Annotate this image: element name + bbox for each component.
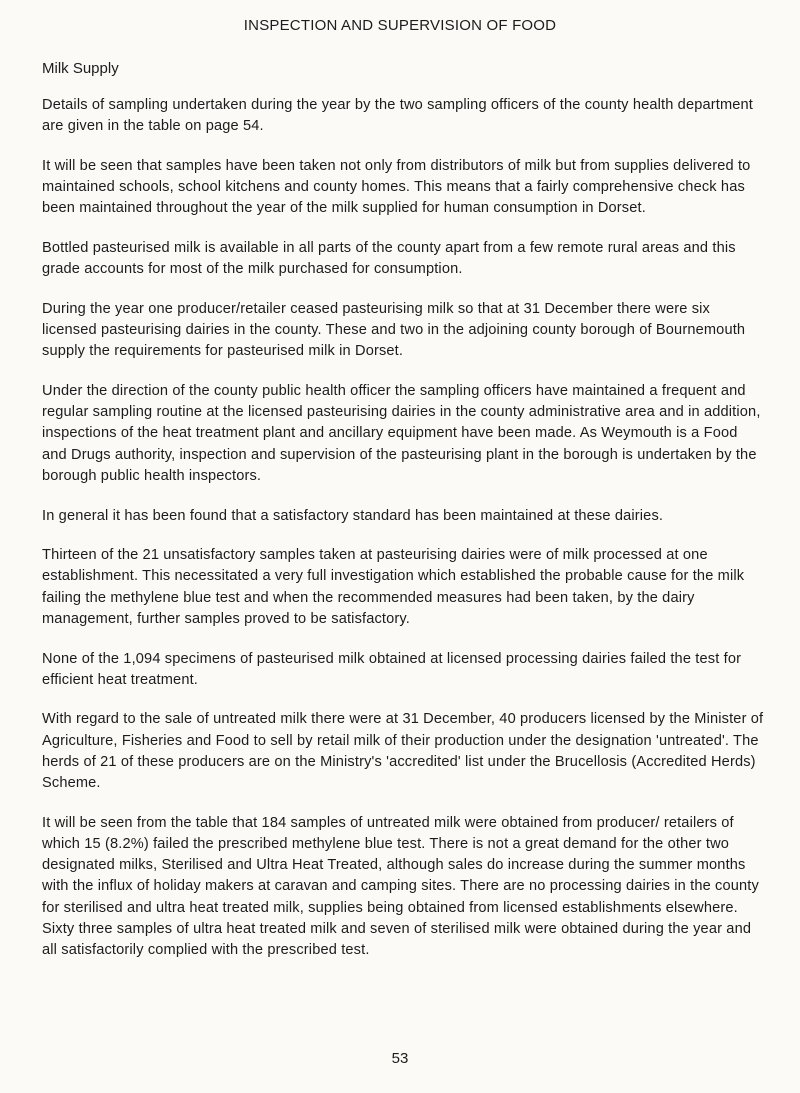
paragraph-7: Thirteen of the 21 unsatisfactory samples taken at pasteurising dairies were of milk processed at one establishment. This necessitated a very full investigation which established the probable cause for the milk failing the methylene blue test and when the recommended measures had been taken, by the dairy management, further samples proved to be satisfactory.	[42, 547, 745, 627]
paragraph-4: During the year one producer/retailer ceased pasteurising milk so that at 31 December there were six licensed pasteurising dairies in the county. These and two in the adjoining county borough of Bournemouth supply the requirements for pasteurised milk in Dorset.	[42, 300, 746, 360]
paragraph-10: It will be seen from the table that 184 samples of untreated milk were obtained from producer/ retailers of which 15 (8.2%) failed the prescribed methylene blue test. There is not a great demand for the other two designated milks, Sterilised and Ultra Heat Treated, although sales do increase during the summer months with the influx of holiday makers at caravan and camping sites. There are no processing dairies in the county for sterilised and ultra heat treated milk, supplies being obtained from licensed establishments elsewhere. Sixty three samples of ultra heat treated milk and seven of sterilised milk were obtained during the year and all satisfactorily complied with the prescribed test.	[42, 814, 759, 958]
paragraph-2: It will be seen that samples have been taken not only from distributors of milk but from supplies delivered to maintained schools, school kitchens and county homes. This means that a fairly comprehensive check has been maintained throughout the year of the milk supplied for human consumption in Dorset.	[42, 157, 751, 217]
paragraph-3: Bottled pasteurised milk is available in all parts of the county apart from a few remote rural areas and this grade accounts for most of the milk purchased for consumption.	[42, 240, 736, 278]
section-title: Milk Supply	[42, 60, 119, 77]
document-body	[42, 95, 764, 980]
paragraph-6: In general it has been found that a satisfactory standard has been maintained at these dairies.	[42, 507, 664, 524]
paragraph-5: Under the direction of the county public health officer the sampling officers have maintained a frequent and regular sampling routine at the licensed pasteurising dairies in the county administrative area and in addition, inspections of the heat treatment plant and ancillary equipment have been made. As Weymouth is a Food and Drugs authority, inspection and supervision of the pasteurising plant in the borough is undertaken by the borough public health inspectors.	[42, 383, 761, 484]
page-number: 53	[391, 1050, 409, 1067]
paragraph-8: None of the 1,094 specimens of pasteurised milk obtained at licensed processing dairies failed the test for efficient heat treatment.	[42, 650, 742, 688]
paragraph-1: Details of sampling undertaken during the year by the two sampling officers of the county health department are given in the table on page 54.	[42, 97, 754, 135]
page-heading: INSPECTION AND SUPERVISION OF FOOD	[243, 17, 557, 34]
paragraph-9: With regard to the sale of untreated milk there were at 31 December, 40 producers licensed by the Minister of Agriculture, Fisheries and Food to sell by retail milk of their production under the designation 'untreated'. The herds of 21 of these producers are on the Ministry's 'accredited' list under the Brucellosis (Accredited Herds) Scheme.	[42, 711, 764, 792]
